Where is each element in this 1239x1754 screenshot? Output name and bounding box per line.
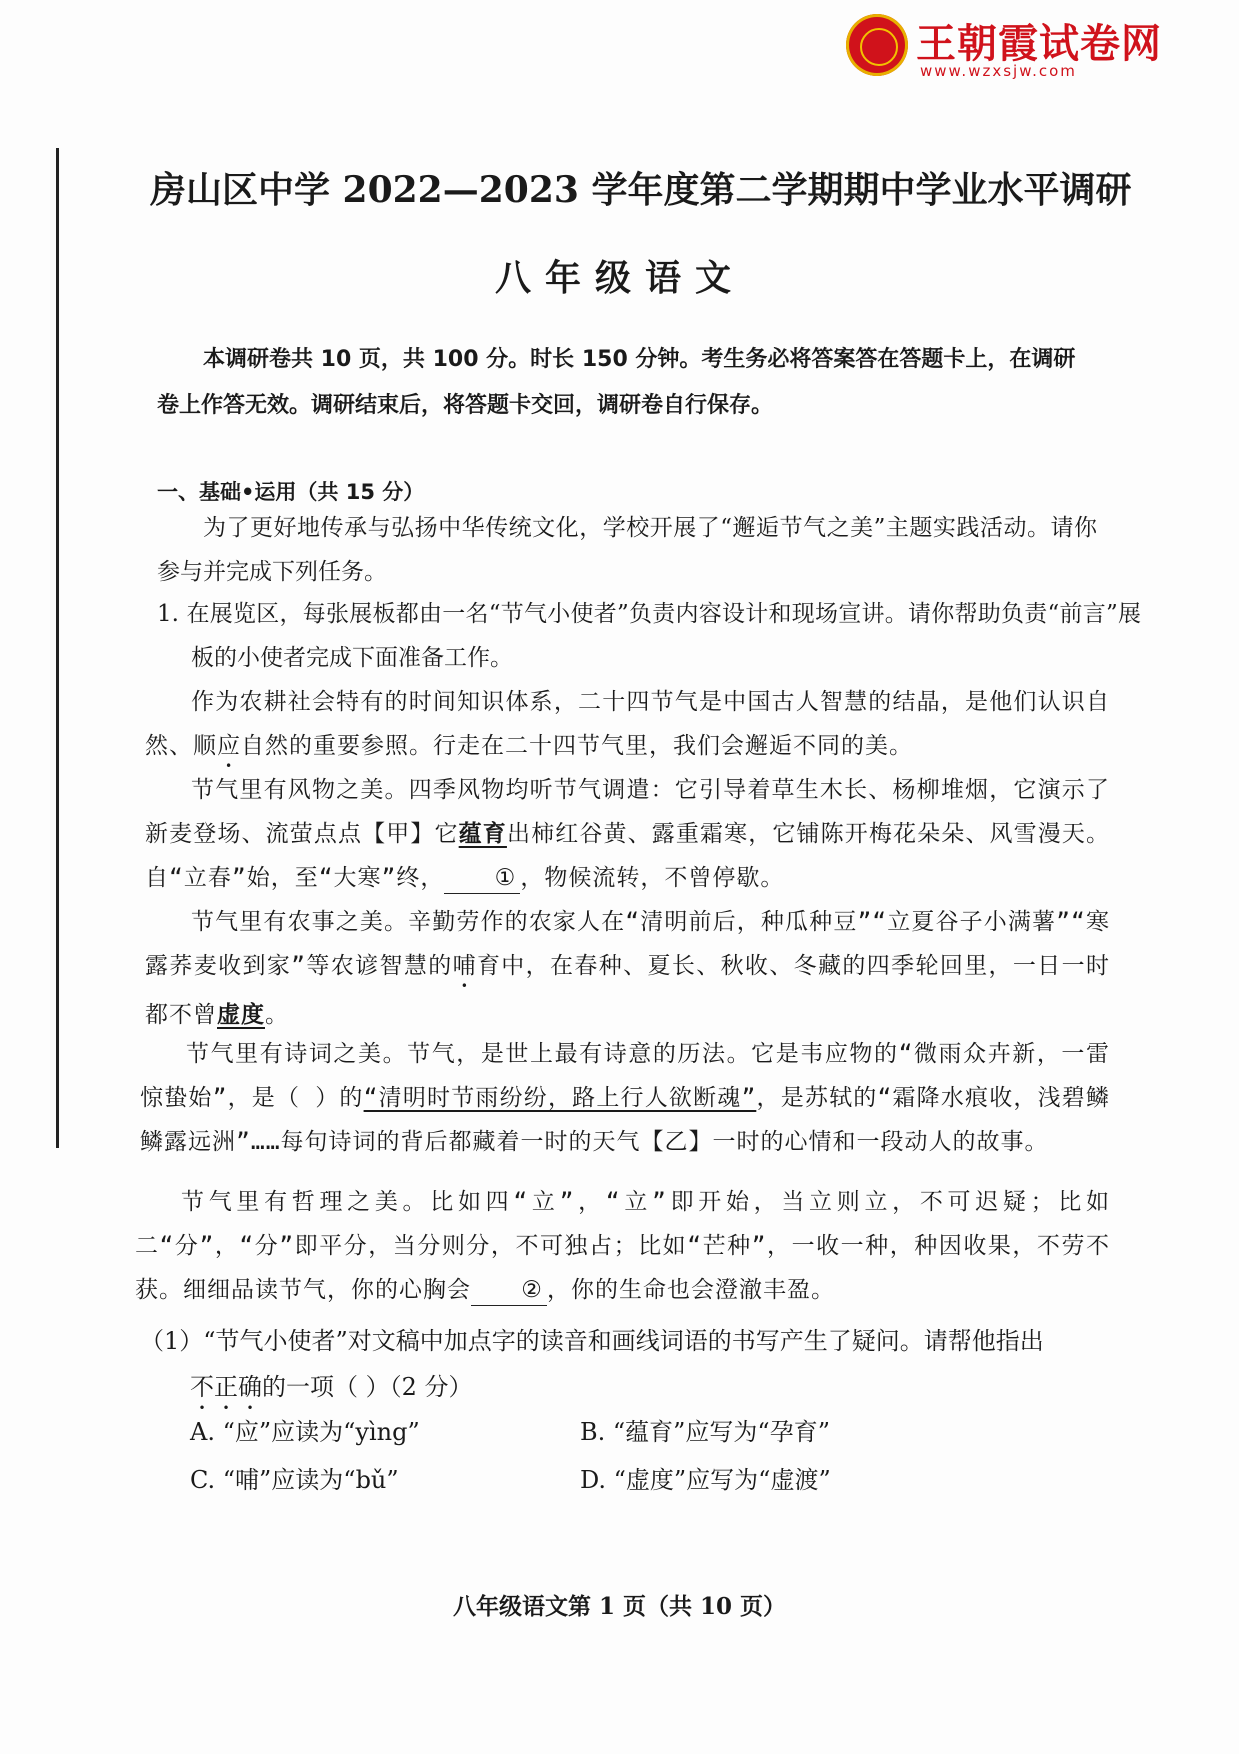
exam-subtitle: 八年级语文	[494, 257, 745, 299]
text-run: 。	[265, 1002, 289, 1028]
underlined-word: 蕴育	[458, 821, 507, 847]
text-run: 节气里有诗词之美。节气，是世上最有诗意的历法。它是韦应物的“微雨众卉新，一雷惊蛰始”，是（ ）的	[140, 1041, 1110, 1111]
answer-blank-2: ②	[471, 1275, 547, 1306]
text-run: 作为农耕社会特有的时间知识体系，二十四节气是中国古人智慧的结晶，是他们认识自然、顺	[145, 689, 1110, 759]
option-c: C. “哺”应读为“bǔ”	[190, 1466, 399, 1494]
answer-blank-1: ①	[444, 863, 520, 894]
exam-title: 房山区中学 2022—2023 学年度第二学期期中学业水平调研	[150, 169, 1132, 211]
seal-icon	[846, 14, 908, 76]
passage-paragraph-2	[145, 768, 1110, 900]
underlined-phrase: “清明时节雨纷纷，路上行人欲断魂”	[363, 1085, 757, 1111]
text-run: ，是苏轼的“霜降水痕收，浅碧鳞鳞露远洲”……每句诗词的背后都藏着一时的天气【乙】一时的心情和一段动人的故事。	[140, 1085, 1110, 1155]
section-heading: 一、基础•运用（共 15 分）	[157, 480, 425, 504]
dotted-char: 应	[217, 733, 241, 759]
passage-paragraph-5	[135, 1180, 1110, 1312]
option-b: B. “蕴育”应写为“孕育”	[580, 1418, 830, 1446]
text-run: 的一项（ ）（2 分）	[262, 1373, 473, 1401]
dotted-char: 哺	[452, 953, 477, 979]
binding-margin-rule	[56, 148, 59, 1148]
watermark-logo	[846, 10, 1176, 82]
text-run: ，物候流转，不曾停歇。	[520, 865, 785, 891]
text-run: 出柿红谷黄、露重霜寒，它铺陈开梅花朵朵、风雪漫天。自“立春”始，至“大寒”终，	[145, 821, 1111, 891]
passage-paragraph-3	[145, 900, 1110, 1037]
dotted-phrase: 不正确	[190, 1373, 262, 1401]
text-run: 育中，在春种、夏长、秋收、冬藏的四季轮回里，一日一时都不曾	[145, 953, 1111, 1028]
text-run: 自然的重要参照。行走在二十四节气里，我们会邂逅不同的美。	[241, 733, 913, 759]
underlined-word: 虚度	[217, 1002, 265, 1028]
text-run: 节气里有农事之美。辛勤劳作的农家人在“清明前后，种瓜种豆”“立夏谷子小满薯”“寒露荞麦收到家”等农谚智慧的	[145, 909, 1110, 979]
logo-brand: 王朝霞试卷网	[916, 21, 1162, 67]
text-run: ，你的生命也会澄澈丰盈。	[547, 1277, 835, 1303]
passage-paragraph-4	[140, 1032, 1110, 1164]
section-lead: 为了更好地传承与弘扬中华传统文化，学校开展了“邂逅节气之美”主题实践活动。请你参与并完成下列任务。	[157, 515, 1097, 585]
logo-url: www.wzxsjw.com	[920, 62, 1077, 80]
sub-question-text-2	[140, 1364, 1120, 1415]
sub-question-1	[140, 1318, 1120, 1415]
text-run: 节气里有风物之美。四季风物均听节气调遣：它引导着草生木长、杨柳堆烟，它演示了新麦登场、流萤点点【甲】它	[145, 777, 1110, 847]
option-a: A. “应”应读为“yìng”	[190, 1418, 420, 1446]
text-run: 节气里有哲理之美。比如四“立”，“立”即开始，当立则立，不可迟疑；比如二“分”，“分”即平分，当分则分，不可独占；比如“芒种”，一收一种，种因收果，不劳不获。细细品读节气，你的心胸会	[135, 1189, 1110, 1303]
page-footer: 八年级语文第 1 页（共 10 页）	[452, 1593, 787, 1620]
sub-question-text: （1）“节气小使者”对文稿中加点字的读音和画线词语的书写产生了疑问。请帮他指出	[140, 1327, 1044, 1355]
passage-paragraph-1	[145, 680, 1110, 773]
question-1: 1. 在展览区，每张展板都由一名“节气小使者”负责内容设计和现场宣讲。请你帮助负责“前言”展板的小使者完成下面准备工作。	[157, 601, 1141, 671]
exam-instructions: 本调研卷共 10 页，共 100 分。时长 150 分钟。考生务必将答案答在答题卡上，在调研卷上作答无效。调研结束后，将答题卡交回，调研卷自行保存。	[157, 347, 1076, 418]
option-d: D. “虚度”应写为“虚渡”	[580, 1466, 831, 1494]
